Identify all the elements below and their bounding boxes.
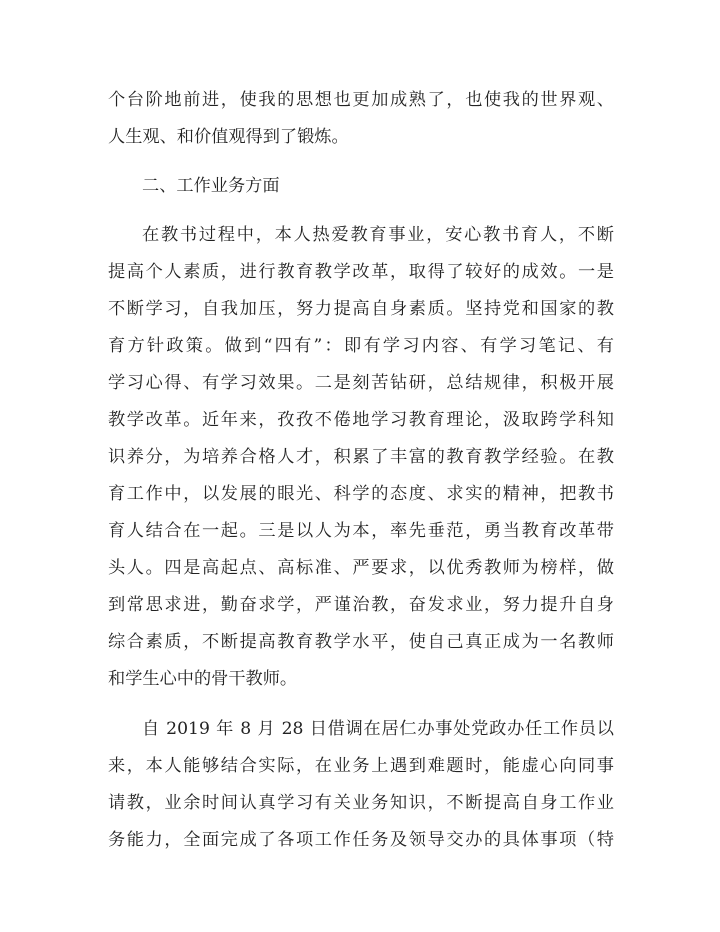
paragraph-2-line-3: 不断学习，自我加压，努力提高自身素质。坚持党和国家的教 — [108, 299, 614, 319]
paragraph-2-line-2: 提高个人素质，进行教育教学改革，取得了较好的成效。一是 — [108, 262, 614, 282]
paragraph-2-line-4: 育方针政策。做到“四有”：即有学习内容、有学习笔记、有 — [108, 336, 614, 356]
section-heading-work: 二、工作业务方面 — [142, 176, 280, 196]
paragraph-2-line-5: 学习心得、有学习效果。二是刻苦钻研，总结规律，积极开展 — [108, 373, 614, 393]
paragraph-2-line-10: 头人。四是高起点、高标准、严要求，以优秀教师为榜样，做 — [108, 558, 614, 578]
paragraph-2-line-11: 到常思求进，勤奋求学，严谨治教，奋发求业，努力提升自身 — [108, 595, 614, 615]
paragraph-3-line-4: 务能力，全面完成了各项工作任务及领导交办的具体事项（特 — [108, 830, 614, 850]
paragraph-1-line-1: 个台阶地前进，使我的思想也更加成熟了，也使我的世界观、 — [108, 90, 614, 110]
paragraph-2-line-6: 教学改革。近年来，孜孜不倦地学习教育理论，汲取跨学科知 — [108, 410, 614, 430]
paragraph-2-line-7: 识养分，为培养合格人才，积累了丰富的教育教学经验。在教 — [108, 447, 614, 467]
paragraph-2-line-8: 育工作中，以发展的眼光、科学的态度、求实的精神，把教书 — [108, 484, 614, 504]
paragraph-3-line-2: 来，本人能够结合实际，在业务上遇到难题时，能虚心向同事 — [108, 756, 614, 776]
paragraph-3-line-1: 自 2019 年 8 月 28 日借调在居仁办事处党政办任工作员以 — [142, 719, 614, 739]
paragraph-1-line-2: 人生观、和价值观得到了锻炼。 — [108, 127, 349, 147]
paragraph-2-line-12: 综合素质，不断提高教育教学水平，使自己真正成为一名教师 — [108, 632, 614, 652]
paragraph-2-line-13: 和学生心中的骨干教师。 — [108, 669, 298, 689]
paragraph-2-line-1: 在教书过程中，本人热爱教育事业，安心教书育人，不断 — [142, 225, 614, 245]
paragraph-2-line-9: 育人结合在一起。三是以人为本，率先垂范，勇当教育改革带 — [108, 521, 614, 541]
paragraph-3-line-3: 请教，业余时间认真学习有关业务知识，不断提高自身工作业 — [108, 793, 614, 813]
